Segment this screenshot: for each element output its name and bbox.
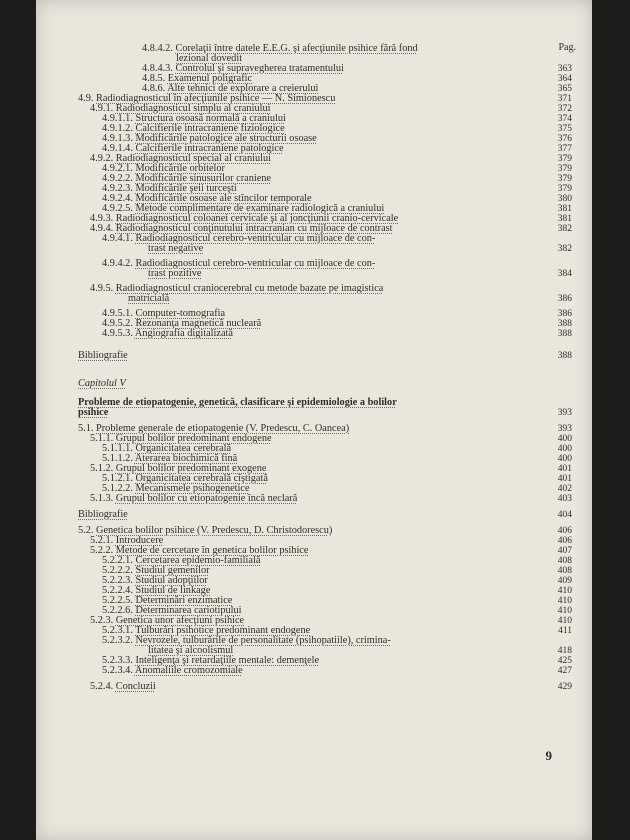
- toc-entry-5-1-1: 5.1.1. Grupul bolilor predominant endogene 400: [90, 433, 572, 444]
- toc-entry-5-2-2-2: 5.2.2.2. Studiul gemenilor 408: [102, 565, 572, 576]
- toc-entry-4-9-1-2: 4.9.1.2. Calcifierile intracraniene fiziologice 375: [102, 123, 572, 134]
- chapter-label: Capitolul V: [78, 378, 126, 389]
- toc-entry-continuation: matricială 386: [128, 293, 572, 304]
- page-label: Pag.: [558, 42, 576, 53]
- toc-entry-continuation: trast negative 382: [148, 243, 572, 254]
- toc-entry-bibliography: Bibliografie 404: [78, 509, 572, 520]
- toc-entry-5-2-3-4: 5.2.3.4. Anomaliile cromozomiale 427: [102, 665, 572, 676]
- toc-entry-5-1-1-2: 5.1.1.2. Aterarea biochimică fină 400: [102, 453, 572, 464]
- toc-entry-4-9-4-2: 4.9.4.2. Radiodiagnosticul cerebro-ventricular cu mijloace de con-: [102, 258, 376, 269]
- toc-entry-5-2-3-1: 5.2.3.1. Tulburări psihotice predominant endogene 411: [102, 625, 572, 636]
- toc-entry-4-9-1-1: 4.9.1.1. Structura osoasă normală a craniului 374: [102, 113, 572, 124]
- toc-entry-4-8-4-3: 4.8.4.3. Controlul şi supravegherea tratamentului 363: [142, 63, 572, 74]
- toc-entry-5-1-2-1: 5.1.2.1. Organicitatea cerebrală cîştigată 401: [102, 473, 572, 484]
- toc-entry-5-1-3: 5.1.3. Grupul bolilor cu etiopatogenie încă neclară 403: [90, 493, 572, 504]
- toc-entry-5-2-3-3: 5.2.3.3. Inteligenţa şi retardaţiile mentale: demenţele 425: [102, 655, 572, 666]
- toc-entry-continuation: trast pozitive 384: [148, 268, 572, 279]
- toc-entry-5-2-2: 5.2.2. Metode de cercetare în genetica bolilor psihice 407: [90, 545, 572, 556]
- toc-entry-continuation: litatea şi alcoolismul 418: [148, 645, 572, 656]
- toc-entry-continuation: lezional dovedit: [176, 53, 243, 64]
- toc-entry-5-2-2-4: 5.2.2.4. Studiul de linkage 410: [102, 585, 572, 596]
- chapter-title: Probleme de etiopatogenie, genetică, clasificare şi epidemiologie a bolilor: [78, 397, 397, 408]
- toc-entry-4-8-6: 4.8.6. Alte tehnici de explorare a creierului 365: [142, 83, 572, 94]
- book-page: [36, 0, 592, 840]
- toc-entry-5-2-2-5: 5.2.2.5. Determinări enzimatice 410: [102, 595, 572, 606]
- toc-entry-4-9-2-2: 4.9.2.2. Modificările sinusurilor craniene 379: [102, 173, 572, 184]
- toc-entry-4-9-4-1: 4.9.4.1. Radiodiagnosticul cerebro-ventricular cu mijloace de con-: [102, 233, 376, 244]
- toc-entry-4-8-5: 4.8.5. Examenul poligrafic 364: [142, 73, 572, 84]
- toc-entry-5-2-3: 5.2.3. Genetica unor afecţiuni psihice 410: [90, 615, 572, 626]
- toc-entry-4-9-1: 4.9.1. Radiodiagnosticul simplu al craniului 372: [90, 103, 572, 114]
- toc-entry-5-1-1-1: 5.1.1.1. Organicitatea cerebrală 400: [102, 443, 572, 454]
- table-of-contents: [78, 42, 576, 692]
- toc-entry-4-9-2-5: 4.9.2.5. Metode complimentare de examinare radiologică a craniului 381: [102, 203, 572, 214]
- toc-entry-4-9-1-3: 4.9.1.3. Modificările patologice ale structurii osoase 376: [102, 133, 572, 144]
- toc-entry-5-2-2-3: 5.2.2.3. Studiul adopţiilor 409: [102, 575, 572, 586]
- toc-entry-bibliography: Bibliografie 388: [78, 350, 572, 361]
- page-number: 9: [545, 748, 552, 763]
- toc-entry-4-9-5-3: 4.9.5.3. Angiografia digitalizată 388: [102, 328, 572, 339]
- chapter-title-continuation: psihice 393: [78, 407, 572, 418]
- toc-entry-4-9-3: 4.9.3. Radiodiagnosticul coloanei cervicale şi al joncţiunii cranio-cervicale 381: [90, 213, 572, 224]
- toc-entry-4-9-2: 4.9.2. Radiodiagnosticul special al craniului 379: [90, 153, 572, 164]
- toc-entry-4-9-2-1: 4.9.2.1. Modificările orbitelor 379: [102, 163, 572, 174]
- toc-entry-4-8-4-2: 4.8.4.2. Corelaţii între datele E.E.G. şi afecţiunile psihice fără fond: [142, 43, 418, 54]
- toc-entry-5-1-2: 5.1.2. Grupul bolilor predominant exogene 401: [90, 463, 572, 474]
- toc-entry-5-2-3-2: 5.2.3.2. Nevrozele, tulburările de personalitate (psihopatiile), crimina-: [102, 635, 391, 646]
- toc-entry-5-2-2-6: 5.2.2.6. Determinarea cariotipului 410: [102, 605, 572, 616]
- toc-entry-4-9-4: 4.9.4. Radiodiagnosticul conţinutului intracranian cu mijloace de contrast 382: [90, 223, 572, 234]
- toc-entry-5-2: 5.2. Genetica bolilor psihice (V. Predescu, D. Christodorescu) 406: [78, 525, 572, 536]
- toc-entry-4-9-5-1: 4.9.5.1. Computer-tomografia 386: [102, 308, 572, 319]
- toc-entry-5-1-2-2: 5.1.2.2. Mecanismele psihogenetice 402: [102, 483, 572, 494]
- toc-entry-5-1: 5.1. Probleme generale de etiopatogenie (V. Predescu, C. Oancea) 393: [78, 423, 572, 434]
- toc-entry-5-2-1: 5.2.1. Introducere 406: [90, 535, 572, 546]
- toc-entry-4-9-2-3: 4.9.2.3. Modificările şeii turceşti 379: [102, 183, 572, 194]
- toc-entry-4-9-5: 4.9.5. Radiodiagnosticul craniocerebral cu metode bazate pe imagistica: [90, 283, 384, 294]
- toc-entry-5-2-4: 5.2.4. Concluzii 429: [90, 681, 572, 692]
- toc-entry-4-9: 4.9. Radiodiagnosticul în afecţiunile psihice — N. Simionescu 371: [78, 93, 572, 104]
- toc-entry-5-2-2-1: 5.2.2.1. Cercetarea epidemio-familială 408: [102, 555, 572, 566]
- toc-entry-4-9-2-4: 4.9.2.4. Modificările osoase ale stîncilor temporale 380: [102, 193, 572, 204]
- toc-entry-4-9-5-2: 4.9.5.2. Rezonanţa magnetică nucleară 388: [102, 318, 572, 329]
- toc-entry-4-9-1-4: 4.9.1.4. Calcifierile intracraniene patologice 377: [102, 143, 572, 154]
